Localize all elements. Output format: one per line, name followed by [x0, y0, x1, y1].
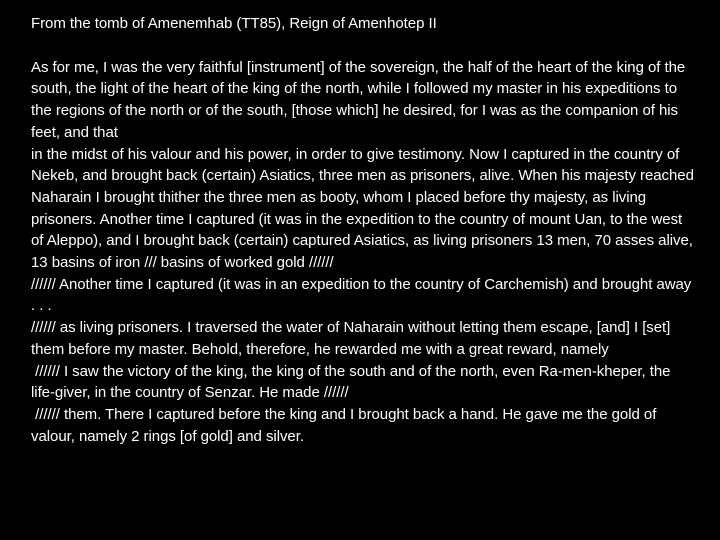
- slide-title: From the tomb of Amenemhab (TT85), Reign of Amenhotep II: [31, 15, 437, 32]
- paragraph-3: ////// Another time I captured (it was in an expedition to the country of Carchemish) and brought away . . .: [31, 275, 696, 315]
- paragraph-2: in the midst of his valour and his power, in order to give testimony. Now I captured in the country of Nekeb, and brought back (certain) Asiatics, three men as prisoners, alive. When his majesty reached Naharain I brought thither the three men as booty, whom I placed before thy majesty, as living prisoners. Another time I captured (it was in the expedition to the country of mount Uan, to the west of Aleppo), and I brought back (certain) captured Asiatics, as living prisoners 13 men, 70 asses alive, 13 basins of iron /// basins of worked gold //////: [31, 145, 698, 272]
- paragraph-1: As for me, I was the very faithful [instrument] of the sovereign, the half of the heart of the king of the south, the light of the heart of the king of the north, while I followed my master in his expeditions to the regions of the north or of the south, [those which] he desired, for I was as the companion of his feet, and that: [31, 58, 690, 141]
- text-body: [31, 13, 698, 447]
- paragraph-4: ////// as living prisoners. I traversed the water of Naharain without letting them escape, [and] I [set] them before my master. Behold, therefore, he rewarded me with a great reward, namely: [31, 319, 675, 358]
- paragraph-5: ////// I saw the victory of the king, the king of the south and of the north, even Ra-men-kheper, the life-giver, in the country of Senzar. He made //////: [31, 362, 675, 402]
- paragraph-6: ////// them. There I captured before the king and I brought back a hand. He gave me the gold of valour, namely 2 rings [of gold] and silver.: [31, 405, 661, 445]
- blank-line: [31, 35, 695, 57]
